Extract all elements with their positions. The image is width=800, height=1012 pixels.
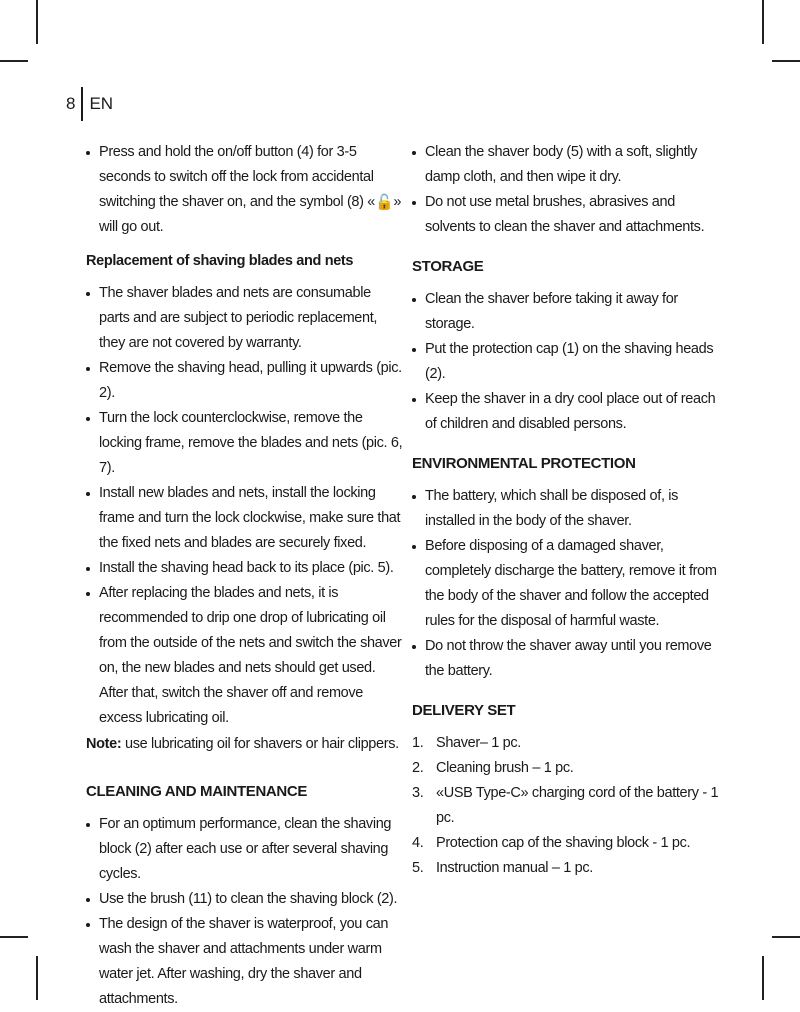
- lock-icon: 🔓: [375, 194, 394, 211]
- list-item: Remove the shaving head, pulling it upwards (pic. 2).: [86, 356, 404, 406]
- crop-mark-bottom-left-horizontal: [0, 936, 28, 938]
- crop-mark-bottom-right-horizontal: [772, 936, 800, 938]
- list-item: The shaver blades and nets are consumable parts and are subject to periodic replacement, they are not covered by warranty.: [86, 281, 404, 356]
- environmental-heading: ENVIRONMENTAL PROTECTION: [412, 455, 636, 472]
- delivery-heading: DELIVERY SET: [412, 702, 516, 719]
- crop-mark-top-right-horizontal: [772, 60, 800, 62]
- list-item: Keep the shaver in a dry cool place out of reach of children and disabled persons.: [412, 387, 720, 437]
- replacement-list: [86, 281, 404, 731]
- note-label: Note:: [86, 736, 122, 752]
- list-item: Turn the lock counterclockwise, remove the locking frame, remove the blades and nets (pic. 6, 7).: [86, 406, 404, 481]
- list-item: Do not throw the shaver away until you remove the battery.: [412, 634, 720, 684]
- cleaning-continued-list: [412, 140, 720, 240]
- crop-mark-top-left-horizontal: [0, 60, 28, 62]
- list-item: Install new blades and nets, install the locking frame and turn the lock clockwise, make sure that the fixed nets and blades are securely fixed.: [86, 481, 404, 556]
- note: [86, 732, 404, 757]
- crop-mark-top-right-vertical: [762, 0, 764, 44]
- replacement-heading: Replacement of shaving blades and nets: [86, 253, 354, 269]
- list-item: After replacing the blades and nets, it is recommended to drip one drop of lubricating oil from the outside of the nets and switch the shaver on, the new blades and nets should get used. After that, switch the shaver off and remove excess lubricating oil.: [86, 581, 404, 731]
- page-header: [66, 88, 113, 120]
- storage-list: [412, 287, 720, 437]
- environmental-list: [412, 484, 720, 684]
- language-label: EN: [89, 94, 114, 113]
- list-item: The design of the shaver is waterproof, you can wash the shaver and attachments under warm water jet. After washing, dry the shaver and attachments.: [86, 912, 404, 1012]
- list-item: Before disposing of a damaged shaver, completely discharge the battery, remove it from the body of the shaver and follow the accepted rules for the disposal of harmful waste.: [412, 534, 720, 634]
- list-item: Put the protection cap (1) on the shaving heads (2).: [412, 337, 720, 387]
- crop-mark-top-left-vertical: [36, 0, 38, 44]
- list-item: 5. Instruction manual – 1 pc.: [412, 860, 593, 876]
- list-item: For an optimum performance, clean the shaving block (2) after each use or after several shaving cycles.: [86, 812, 404, 887]
- list-item: Clean the shaver before taking it away for storage.: [412, 287, 720, 337]
- list-item: Install the shaving head back to its place (pic. 5).: [86, 556, 404, 581]
- cleaning-heading: CLEANING AND MAINTENANCE: [86, 783, 308, 800]
- left-column: [86, 140, 404, 1012]
- crop-mark-bottom-right-vertical: [762, 956, 764, 1000]
- list-item: Press and hold the on/off button (4) for 3-5 seconds to switch off the lock from accidental switching the shaver on, and the symbol (8) «🔓» will go out.: [86, 140, 404, 240]
- list-item: 1. Shaver– 1 pc.: [412, 735, 521, 751]
- lock-bullet-list: [86, 140, 404, 240]
- page-number: 8: [66, 94, 76, 113]
- list-item: Clean the shaver body (5) with a soft, slightly damp cloth, and then wipe it dry.: [412, 140, 720, 190]
- list-item: 4. Protection cap of the shaving block - 1 pc.: [412, 835, 691, 851]
- list-item: 2. Cleaning brush – 1 pc.: [412, 760, 574, 776]
- right-column: [412, 140, 720, 881]
- delivery-list: [412, 731, 720, 881]
- cleaning-list: [86, 812, 404, 1012]
- list-item: The battery, which shall be disposed of, is installed in the body of the shaver.: [412, 484, 720, 534]
- list-item: Use the brush (11) to clean the shaving block (2).: [86, 887, 404, 912]
- list-item: Do not use metal brushes, abrasives and solvents to clean the shaver and attachments.: [412, 190, 720, 240]
- note-text: use lubricating oil for shavers or hair clippers.: [121, 736, 399, 752]
- storage-heading: STORAGE: [412, 258, 484, 275]
- list-item: 3. «USB Type-C» charging cord of the battery - 1 pc.: [412, 785, 719, 826]
- crop-mark-bottom-left-vertical: [36, 956, 38, 1000]
